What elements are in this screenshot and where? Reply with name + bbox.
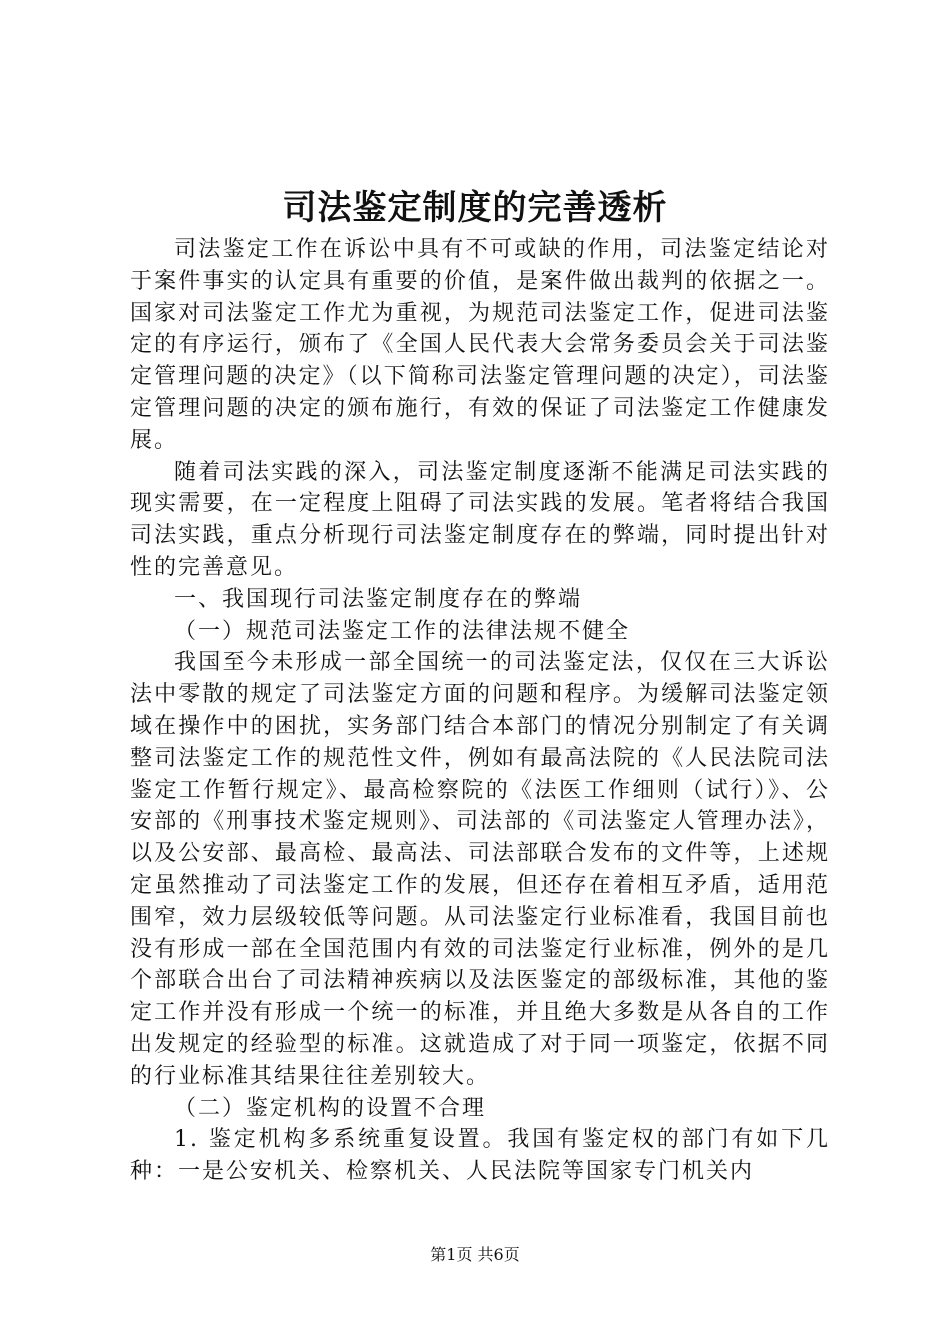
document-title: 司法鉴定制度的完善透析 xyxy=(282,188,668,228)
paragraph: 1. 鉴定机构多系统重复设置。我国有鉴定权的部门有如下几种：一是公安机关、检察机关、人民法院等国家专门机关内 xyxy=(130,1127,830,1185)
section-heading: 一、我国现行司法鉴定制度存在的弊端 xyxy=(174,586,583,612)
page-footer: 第1页 共6页 xyxy=(430,1245,520,1264)
subsection-heading: （一）规范司法鉴定工作的法律法规不健全 xyxy=(174,618,631,644)
paragraph: 司法鉴定工作在诉讼中具有不可或缺的作用，司法鉴定结论对于案件事实的认定具有重要的价值，是案件做出裁判的依据之一。国家对司法鉴定工作尤为重视，为规范司法鉴定工作，促进司法鉴定的有序运行，颁布了《全国人民代表大会常务委员会关于司法鉴定管理问题的决定》（以下简称司法鉴定管理问题的决定），司法鉴定管理问题的决定的颁布施行，有效的保证了司法鉴定工作健康发展。 xyxy=(130,237,830,453)
document-body xyxy=(130,234,830,1188)
paragraph: 随着司法实践的深入，司法鉴定制度逐渐不能满足司法实践的现实需要，在一定程度上阻碍了司法实践的发展。笔者将结合我国司法实践，重点分析现行司法鉴定制度存在的弊端，同时提出针对性的完善意见。 xyxy=(130,459,830,580)
paragraph: 我国至今未形成一部全国统一的司法鉴定法，仅仅在三大诉讼法中零散的规定了司法鉴定方面的问题和程序。为缓解司法鉴定领域在操作中的困扰，实务部门结合本部门的情况分别制定了有关调整司法鉴定工作的规范性文件，例如有最高法院的《人民法院司法鉴定工作暂行规定》、最高检察院的《法医工作细则（试行）》、公安部的《刑事技术鉴定规则》、司法部的《司法鉴定人管理办法》，以及公安部、最高检、最高法、司法部联合发布的文件等，上述规定虽然推动了司法鉴定工作的发展，但还存在着相互矛盾，适用范围窄，效力层级较低等问题。从司法鉴定行业标准看，我国目前也没有形成一部在全国范围内有效的司法鉴定行业标准，例外的是几个部联合出台了司法精神疾病以及法医鉴定的部级标准，其他的鉴定工作并没有形成一个统一的标准，并且绝大多数是从各自的工作出发规定的经验型的标准。这就造成了对于同一项鉴定，依据不同的行业标准其结果往往差别较大。 xyxy=(130,650,830,1089)
subsection-heading: （二）鉴定机构的设置不合理 xyxy=(174,1095,487,1121)
